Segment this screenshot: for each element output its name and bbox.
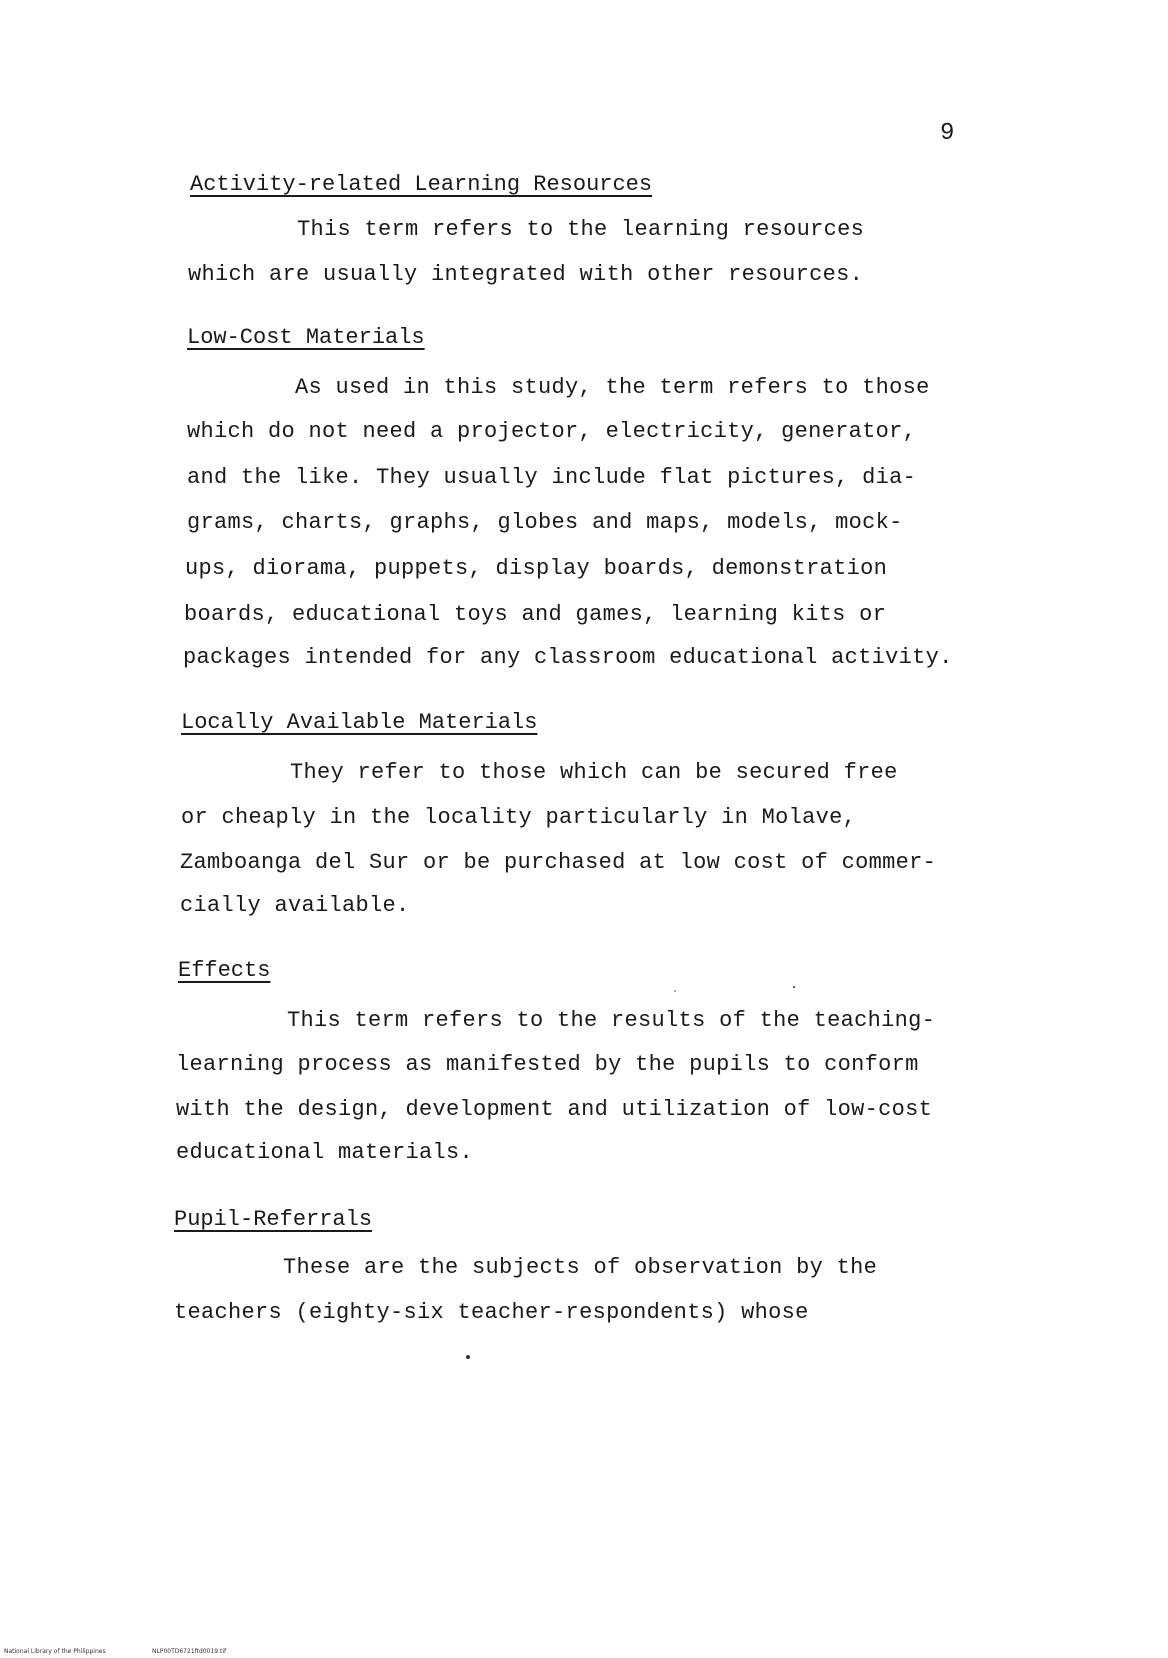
text-line: They refer to those which can be secured free [290, 760, 898, 785]
text-line: ups, diorama, puppets, display boards, demonstration [185, 556, 888, 581]
text-line: educational materials. [176, 1140, 474, 1165]
footer-file: NLP00TD6721ftd0019.tif [152, 1648, 227, 1655]
text-line: and the like. They usually include flat pictures, dia- [187, 465, 917, 490]
page-number: 9 [940, 120, 955, 147]
text-line: This term refers to the results of the teaching- [287, 1008, 936, 1033]
text-line: learning process as manifested by the pupils to conform [176, 1052, 919, 1077]
scan-speck [674, 990, 676, 992]
scan-speck [793, 986, 795, 988]
text-line: As used in this study, the term refers to those [295, 375, 930, 400]
section-heading-locally-available: Locally Available Materials [181, 710, 538, 735]
footer-library: National Library of the Philippines [4, 1648, 106, 1655]
text-line: which do not need a projector, electricity, generator, [187, 419, 917, 444]
scan-speck [466, 1355, 470, 1359]
section-heading-pupil-referrals: Pupil-Referrals [174, 1207, 373, 1232]
text-line: packages intended for any classroom educational activity. [183, 645, 953, 670]
text-line: with the design, development and utilization of low-cost [176, 1097, 933, 1122]
text-line: teachers (eighty-six teacher-respondents) whose [174, 1300, 809, 1325]
text-line: These are the subjects of observation by the [283, 1255, 878, 1280]
text-line: grams, charts, graphs, globes and maps, models, mock- [187, 510, 903, 535]
text-line: cially available. [180, 893, 410, 918]
text-line: This term refers to the learning resources [297, 217, 865, 242]
text-line: boards, educational toys and games, learning kits or [184, 602, 887, 627]
section-heading-effects: Effects [178, 958, 271, 983]
text-line: Zamboanga del Sur or be purchased at low cost of commer- [180, 850, 937, 875]
text-line: or cheaply in the locality particularly in Molave, [181, 805, 857, 830]
section-heading-low-cost: Low-Cost Materials [187, 325, 425, 350]
text-line: which are usually integrated with other resources. [188, 262, 864, 287]
section-heading-activity-related: Activity-related Learning Resources [190, 172, 653, 197]
